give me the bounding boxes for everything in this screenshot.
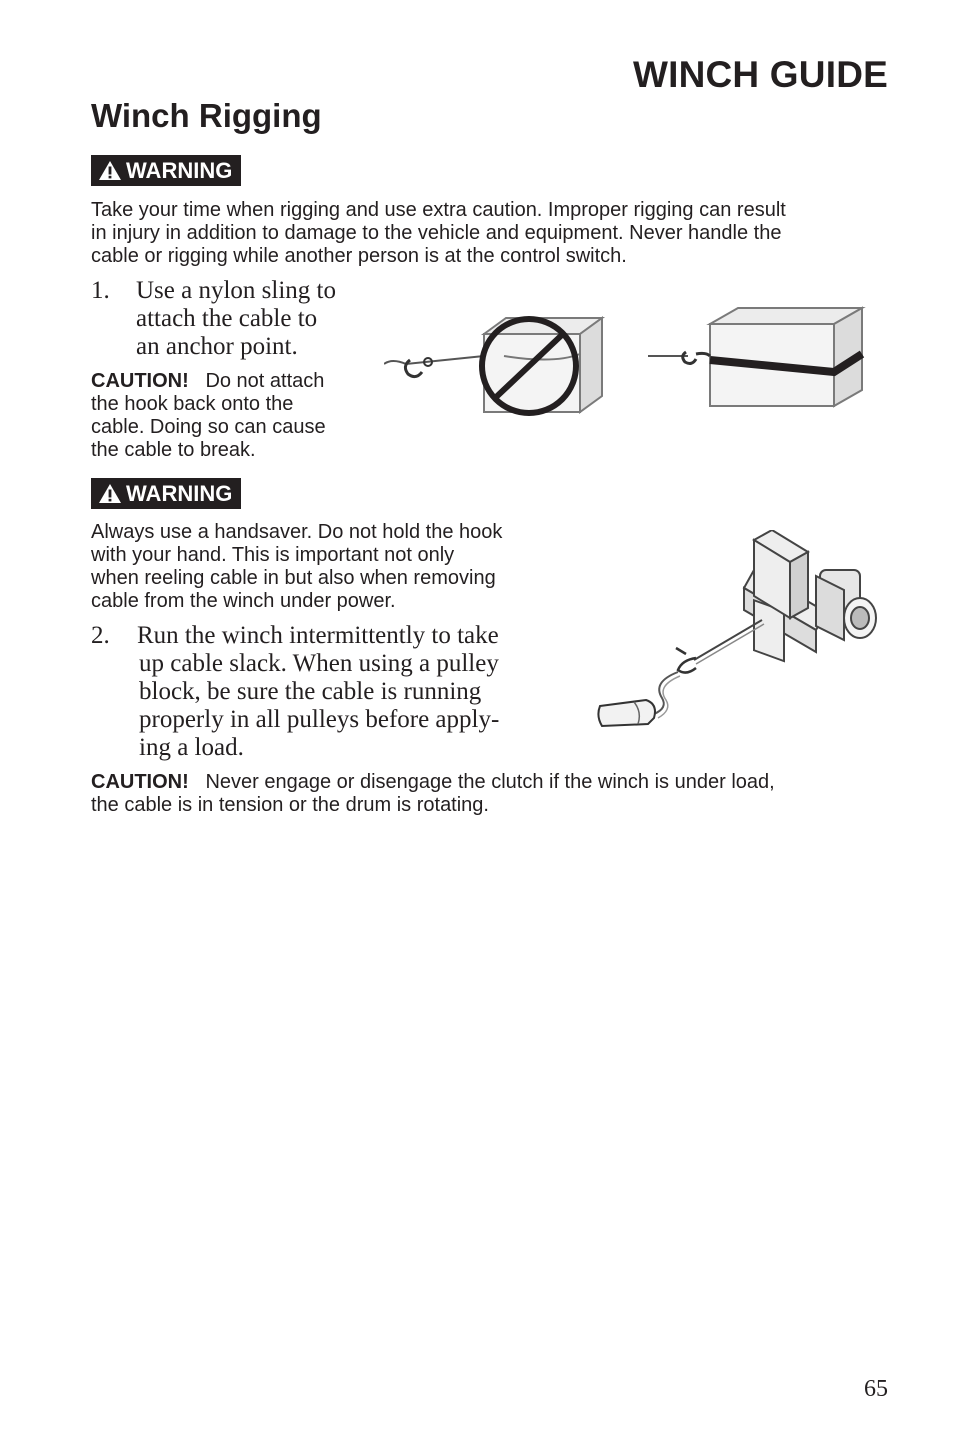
warning-label: WARNING bbox=[126, 157, 233, 183]
warning-text-line: Always use a handsaver. Do not hold the hook bbox=[91, 521, 503, 543]
warning-text-line: cable from the winch under power. bbox=[91, 590, 396, 612]
warning-badge bbox=[91, 155, 241, 186]
caution-text-line: Never engage or disengage the clutch if the winch is under load, bbox=[205, 771, 775, 793]
caution-text-line: Do not attach bbox=[205, 370, 325, 392]
caution-text-line: the hook back onto the bbox=[91, 393, 294, 415]
warning-text bbox=[91, 521, 502, 613]
warning-triangle-icon bbox=[98, 483, 122, 504]
step-text-line: an anchor point. bbox=[136, 333, 298, 360]
caution-text-line: the cable is in tension or the drum is rotating. bbox=[91, 794, 489, 816]
step-text-line: up cable slack. When using a pulley bbox=[139, 650, 499, 677]
warning-label: WARNING bbox=[126, 480, 233, 506]
step-text-line: Run the winch intermittently to take bbox=[137, 622, 499, 649]
caution-block bbox=[91, 771, 775, 817]
caution-text-line: the cable to break. bbox=[91, 439, 256, 461]
step-item bbox=[91, 277, 391, 361]
step-text-line: ing a load. bbox=[139, 734, 244, 761]
step-text bbox=[137, 622, 499, 762]
section-title: Winch Rigging bbox=[91, 97, 322, 134]
step-text-line: Use a nylon sling to bbox=[136, 277, 336, 304]
step-text-line: block, be sure the cable is running bbox=[139, 678, 482, 705]
warning-text-line: Take your time when rigging and use extra caution. Improper rigging can result bbox=[91, 199, 786, 221]
warning-text-line: cable or rigging while another person is at the control switch. bbox=[91, 245, 627, 267]
winch-handsaver-illustration bbox=[594, 530, 878, 736]
caution-label: CAUTION! bbox=[91, 771, 189, 793]
warning-text-line: with your hand. This is important not only bbox=[91, 544, 455, 566]
chapter-title: WINCH GUIDE bbox=[632, 54, 888, 95]
incorrect-rigging-illustration bbox=[384, 312, 606, 422]
caution-block bbox=[91, 370, 326, 462]
step-item bbox=[91, 622, 551, 762]
step-number: 1. bbox=[91, 277, 110, 304]
step-text-line: properly in all pulleys before apply- bbox=[139, 706, 500, 733]
correct-rigging-illustration bbox=[648, 306, 866, 410]
step-text bbox=[136, 277, 336, 361]
warning-badge bbox=[91, 478, 241, 509]
caution-label: CAUTION! bbox=[91, 370, 189, 392]
step-text-line: attach the cable to bbox=[136, 305, 318, 332]
warning-text bbox=[91, 199, 786, 268]
step-number: 2. bbox=[91, 622, 110, 649]
warning-text-line: when reeling cable in but also when removing bbox=[91, 567, 496, 589]
warning-text-line: in injury in addition to damage to the vehicle and equipment. Never handle the bbox=[91, 222, 782, 244]
caution-text-line: cable. Doing so can cause bbox=[91, 416, 326, 438]
page-number: 65 bbox=[864, 1376, 888, 1402]
warning-triangle-icon bbox=[98, 160, 122, 181]
